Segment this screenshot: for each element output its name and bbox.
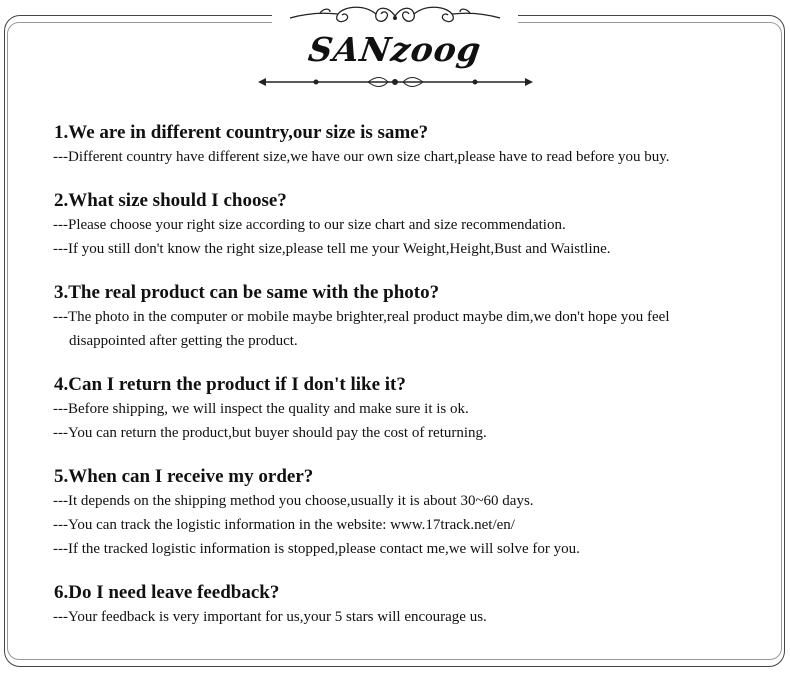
faq-item-2 [54,189,774,261]
faq-item-1 [54,121,774,169]
faq-answer: ---It depends on the shipping method you choose,usually it is about 30~60 days. [53,493,534,509]
faq-question: 4.Can I return the product if I don't like it? [54,374,406,395]
faq-answer: ---Before shipping, we will inspect the quality and make sure it is ok. [53,401,469,417]
faq-item-3 [54,281,774,353]
faq-answer: ---Your feedback is very important for us,your 5 stars will encourage us. [53,609,487,625]
faq-question: 1.We are in different country,our size is same? [54,122,429,143]
faq-question: 5.When can I receive my order? [54,466,314,487]
faq-answer: ---If the tracked logistic information is stopped,please contact me,we will solve for you. [53,541,580,557]
faq-list [54,121,774,629]
faq-question: 2.What size should I choose? [54,190,287,211]
swirl-ornament-icon [280,2,510,32]
faq-question: 6.Do I need leave feedback? [54,582,280,603]
faq-item-6 [54,581,774,629]
faq-item-4 [54,373,774,445]
faq-answer: ---You can track the logistic information in the website: www.17track.net/en/ [53,517,515,533]
brand-logo: SANzoog [306,30,484,69]
faq-answer: ---If you still don't know the right size,please tell me your Weight,Height,Bust and Waistline. [53,241,611,257]
faq-answer: ---The photo in the computer or mobile maybe brighter,real product maybe dim,we don't hope you feel [53,309,670,325]
faq-answer: ---You can return the product,but buyer should pay the cost of returning. [53,425,487,441]
faq-answer: ---Please choose your right size according to our size chart and size recommendation. [53,217,566,233]
faq-answer-continued: disappointed after getting the product. [69,333,298,349]
faq-answer: ---Different country have different size,we have our own size chart,please have to read before you buy. [53,149,670,165]
faq-item-5 [54,465,774,561]
faq-question: 3.The real product can be same with the photo? [54,282,440,303]
ornamental-divider-icon [258,72,533,92]
